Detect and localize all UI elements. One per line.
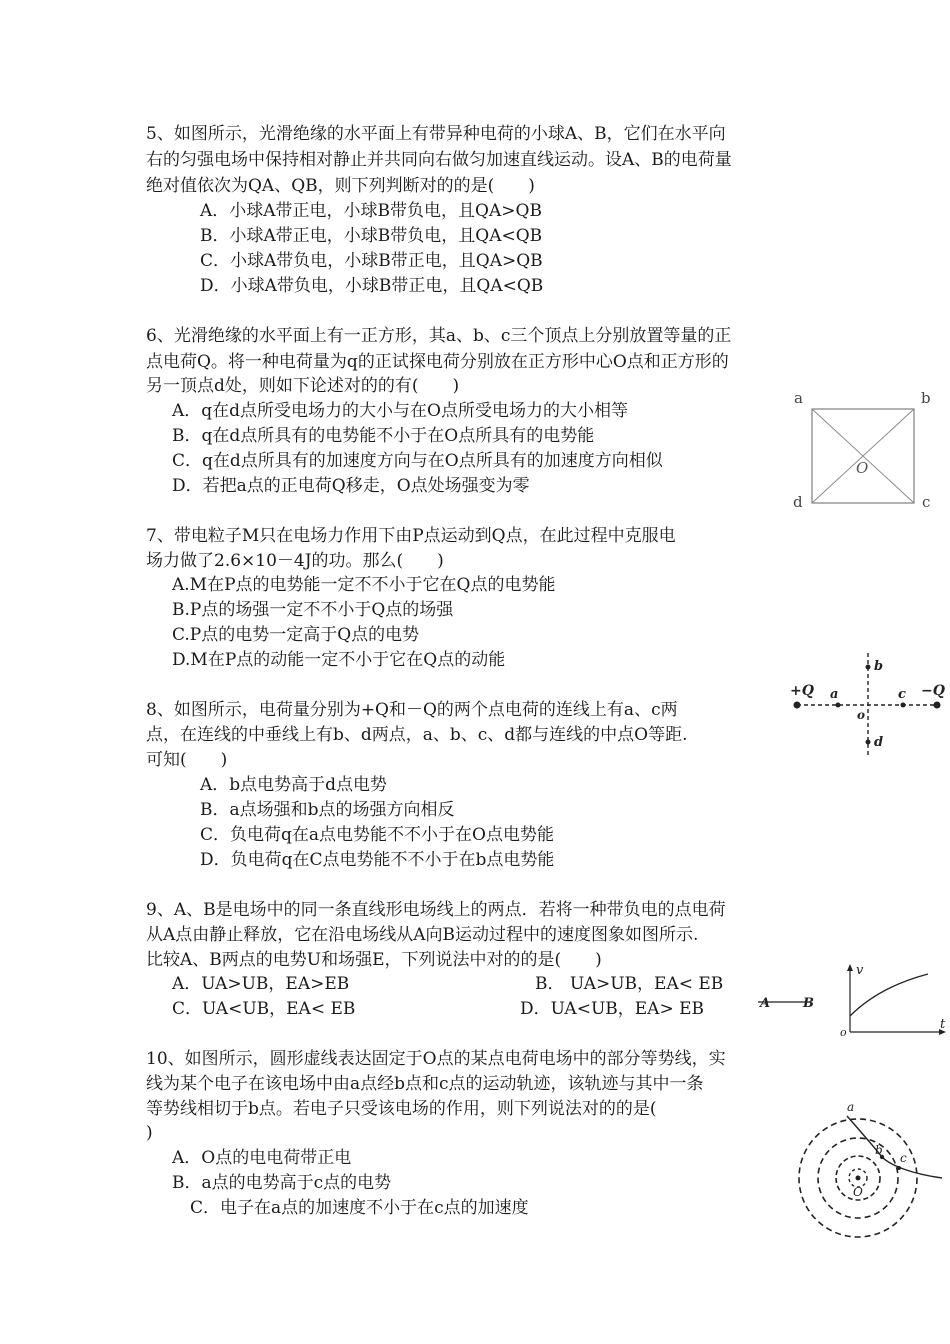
q10-equipotential-figure xyxy=(795,1098,945,1248)
q6-line-1: 6、光滑绝缘的水平面上有一正方形，其a、b、c三个顶点上分别放置等量的正 xyxy=(146,326,732,346)
q8-option-b: B．a点场强和b点的场强方向相反 xyxy=(200,800,455,820)
q10-line-4: ) xyxy=(146,1123,153,1143)
q6-option-a: A．q在d点所受电场力的大小与在O点所受电场力的大小相等 xyxy=(172,401,628,421)
q7-line-1: 7、带电粒子M只在电场力作用下由P点运动到Q点，在此过程中克服电 xyxy=(146,526,676,546)
q8-fig-label-c: c xyxy=(898,687,906,702)
q9-fig-label-v: v xyxy=(856,963,864,978)
q9-line-1: 9、A、B是电场中的同一条直线形电场线上的两点．若将一种带负电的点电荷 xyxy=(146,900,726,920)
q6-fig-label-o: O xyxy=(856,459,869,477)
q6-line-3: 另一顶点d处，则如下论述对的的有( ) xyxy=(146,376,460,396)
q6-fig-label-b: b xyxy=(921,389,931,407)
q10-fig-label-c: c xyxy=(900,1151,907,1165)
q6-option-d: D．若把a点的正电荷Q移走，O点处场强变为零 xyxy=(172,476,530,496)
q8-line-2: 点，在连线的中垂线上有b、d两点，a、b、c、d都与连线的中点O等距. xyxy=(146,725,688,745)
q9-fig-label-o: o xyxy=(840,1026,847,1039)
q10-fig-label-b: b xyxy=(875,1143,883,1157)
q10-option-b: B．a点的电势高于c点的电势 xyxy=(172,1173,392,1193)
q8-option-a: A．b点电势高于d点电势 xyxy=(200,775,388,795)
q9-option-c: C．UA<UB，EA< EB xyxy=(172,999,356,1019)
q9-fig-label-B: B xyxy=(803,996,814,1011)
q7-option-b: B.P点的场强一定不不小于Q点的场强 xyxy=(172,600,454,620)
q10-line-3: 等势线相切于b点。若电子只受该电场的作用，则下列说法对的的是( xyxy=(146,1099,657,1119)
q5-line-3: 绝对值依次为QA、QB，则下列判断对的的是( ) xyxy=(146,176,535,196)
q8-fig-label-a: a xyxy=(830,687,839,702)
q5-option-a: A．小球A带正电，小球B带负电，且QA>QB xyxy=(200,201,542,221)
q5-line-1: 5、如图所示，光滑绝缘的水平面上有带异种电荷的小球A、B，它们在水平向 xyxy=(146,124,726,144)
q10-option-a: A．O点的电电荷带正电 xyxy=(172,1148,352,1168)
q8-fig-label-o: o xyxy=(857,708,866,722)
q8-fig-label-minusq: −Q xyxy=(921,683,945,699)
q9-vt-graph-figure xyxy=(750,960,950,1040)
q5-option-c: C．小球A带负电，小球B带正电，且QA>QB xyxy=(200,251,543,271)
q7-option-a: A.M在P点的电势能一定不不小于它在Q点的电势能 xyxy=(172,575,556,595)
q6-square-figure xyxy=(788,385,938,515)
q7-line-2: 场力做了2.6×10－4J的功。那么( ) xyxy=(146,551,444,571)
q9-fig-label-t: t xyxy=(940,1017,946,1032)
q9-option-a: A．UA>UB，EA>EB xyxy=(172,974,350,994)
q10-fig-label-o: O xyxy=(853,1185,863,1199)
q7-option-c: C.P点的电势一定高于Q点的电势 xyxy=(172,625,420,645)
q8-fig-label-plusq: +Q xyxy=(790,683,814,699)
q8-line-1: 8、如图所示，电荷量分别为+Q和－Q的两个点电荷的连线上有a、c两 xyxy=(146,700,678,720)
q8-fig-label-b: b xyxy=(874,659,884,674)
q10-line-2: 线为某个电子在该电场中由a点经b点和c点的运动轨迹，该轨迹与其中一条 xyxy=(146,1074,704,1094)
q5-line-2: 右的匀强电场中保持相对静止并共同向右做匀加速直线运动。设A、B的电荷量 xyxy=(146,150,732,170)
q6-option-b: B．q在d点所具有的电势能不小于在O点所具有的电势能 xyxy=(172,426,595,446)
q8-option-d: D．负电荷q在C点电势能不不小于在b点电势能 xyxy=(200,850,555,870)
q7-option-d: D.M在P点的动能一定不小于它在Q点的动能 xyxy=(172,650,506,670)
q9-option-b: B． UA>UB，EA< EB xyxy=(535,974,724,994)
q8-option-c: C．负电荷q在a点电势能不不小于在O点电势能 xyxy=(200,825,554,845)
q6-option-c: C．q在d点所具有的加速度方向与在O点所具有的加速度方向相似 xyxy=(172,451,663,471)
q9-option-d: D．UA<UB，EA> EB xyxy=(520,999,705,1019)
q6-line-2: 点电荷Q。将一种电荷量为q的正试探电荷分别放在正方形中心O点和正方形的 xyxy=(146,352,729,372)
q10-fig-label-a: a xyxy=(847,1100,855,1114)
q6-fig-label-a: a xyxy=(794,389,803,407)
q9-line-2: 从A点由静止释放，它在沿电场线从A向B运动过程中的速度图象如图所示. xyxy=(146,925,699,945)
q9-line-3: 比较A、B两点的电势U和场强E，下列说法中对的的是( ) xyxy=(146,950,602,970)
q8-charges-figure xyxy=(785,645,945,760)
q8-line-3: 可知( ) xyxy=(146,750,228,770)
q8-fig-label-d: d xyxy=(874,735,884,750)
q9-fig-label-A: A xyxy=(760,996,771,1011)
q6-fig-label-d: d xyxy=(793,493,803,511)
q5-option-d: D．小球A带负电，小球B带正电，且QA<QB xyxy=(200,276,544,296)
q10-option-c: C．电子在a点的加速度不小于在c点的加速度 xyxy=(190,1198,529,1218)
q6-fig-label-c: c xyxy=(922,493,931,511)
q10-line-1: 10、如图所示，圆形虚线表达固定于O点的某点电荷电场中的部分等势线，实 xyxy=(146,1049,726,1069)
q5-option-b: B．小球A带正电，小球B带负电，且QA<QB xyxy=(200,226,543,246)
